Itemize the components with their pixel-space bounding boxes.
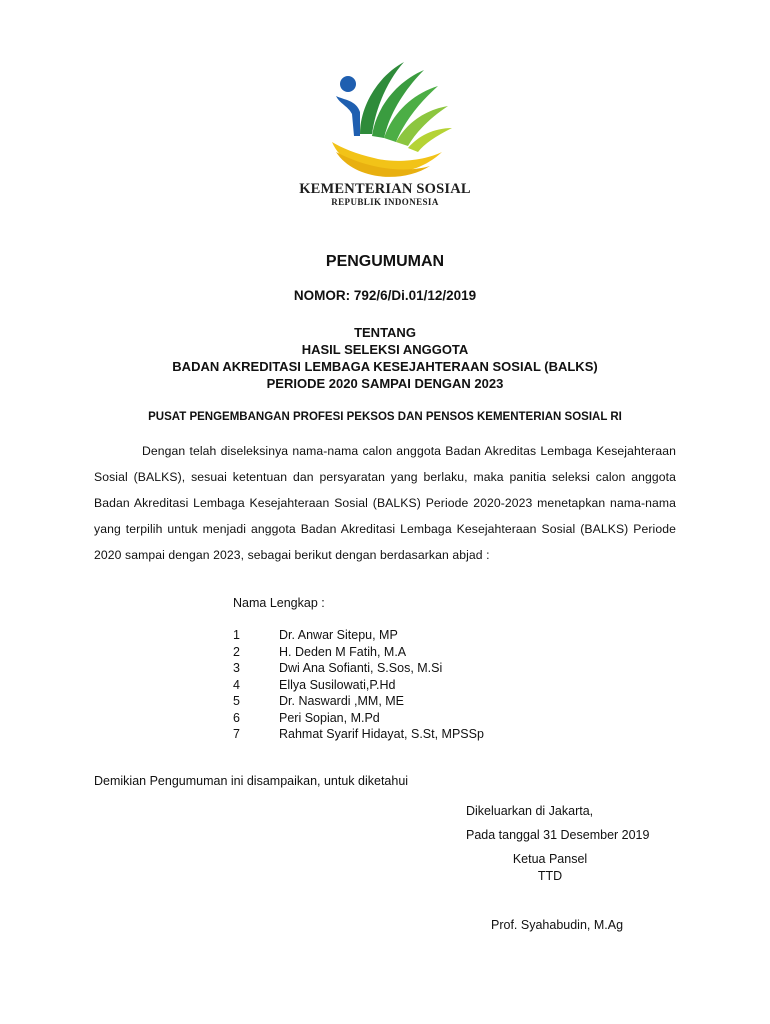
document-subject <box>0 324 770 392</box>
member-name: Dwi Ana Sofianti, S.Sos, M.Si <box>279 661 443 675</box>
signatory-name: Prof. Syahabudin, M.Ag <box>491 918 624 932</box>
issued-date: Pada tanggal 31 Desember 2019 <box>466 828 650 842</box>
organization-subtitle: REPUBLIK INDONESIA <box>331 197 439 207</box>
names-label: Nama Lengkap : <box>233 596 325 610</box>
subject-line: BADAN AKREDITASI LEMBAGA KESEJAHTERAAN SOSIAL (BALKS) <box>172 359 598 374</box>
member-name: Ellya Susilowati,P.Hd <box>279 677 396 692</box>
member-name: Peri Sopian, M.Pd <box>279 710 380 725</box>
list-number: 4 <box>233 677 240 692</box>
closing-statement: Demikian Pengumuman ini disampaikan, untuk diketahui <box>94 774 409 788</box>
organization-name: KEMENTERIAN SOSIAL <box>299 181 471 197</box>
list-number: 1 <box>233 628 240 642</box>
member-name: H. Deden M Fatih, M.A <box>279 644 407 659</box>
issuing-unit: PUSAT PENGEMBANGAN PROFESI PEKSOS DAN PENSOS KEMENTERIAN SOSIAL RI <box>148 411 622 423</box>
issued-place: Dikeluarkan di Jakarta, <box>466 804 594 818</box>
list-number: 5 <box>233 694 240 708</box>
list-number: 6 <box>233 710 240 725</box>
subject-line: TENTANG <box>354 325 416 340</box>
member-name: Dr. Naswardi ,MM, ME <box>279 694 405 708</box>
member-name: Dr. Anwar Sitepu, MP <box>279 628 398 642</box>
member-name: Rahmat Syarif Hidayat, S.St, MPSSp <box>279 727 484 741</box>
list-number: 3 <box>233 661 240 675</box>
document-number: NOMOR: 792/6/Di.01/12/2019 <box>293 288 477 303</box>
signatory-role: Ketua Pansel <box>512 852 588 866</box>
body-paragraph: Dengan telah diseleksinya nama-nama calon anggota Badan Akreditas Lembaga Kesejahteraan Sosial (BALKS), sesuai ketentuan dan persyaratan yang berlaku, maka panitia seleksi calon anggota Badan Akreditasi Lembaga Kesejahteraan Sosial (BALKS) Periode 2020-2023 menetapkan nama-nama yang terpilih untuk menjadi anggota Badan Akreditasi Lembaga Kesejahteraan Sosial (BALKS) Periode 2020 sampai dengan 2023, sebagai berikut dengan berdasarkan abjad : <box>94 444 676 562</box>
signature-mark: TTD <box>537 869 563 883</box>
list-number: 7 <box>233 727 240 741</box>
list-number: 2 <box>233 644 240 659</box>
kemensos-logo-icon <box>326 56 456 186</box>
subject-line: PERIODE 2020 SAMPAI DENGAN 2023 <box>266 376 504 391</box>
document-title: PENGUMUMAN <box>325 253 445 270</box>
subject-line: HASIL SELEKSI ANGGOTA <box>301 342 469 357</box>
